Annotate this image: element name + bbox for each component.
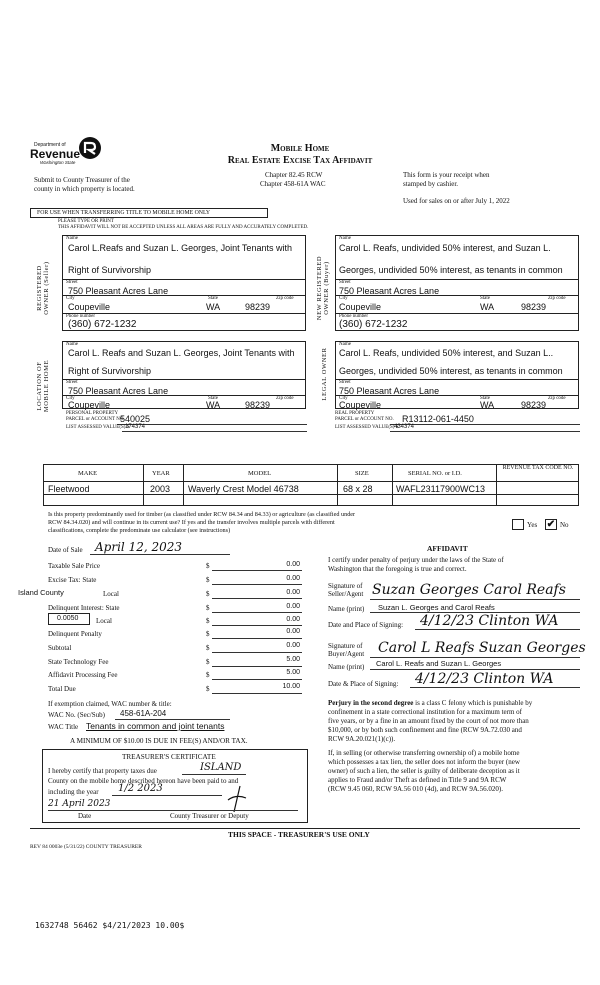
wac-title: Tenants in common and joint tenants [86, 721, 225, 731]
receipt-line-1: This form is your receipt when [403, 171, 490, 179]
buyer-print-name: Carol L. Reafs and Suzan L. Georges [376, 659, 502, 668]
seller-street: 750 Pleasant Acres Lane [68, 286, 169, 296]
location-state: WA [206, 400, 221, 410]
col-make: MAKE [78, 470, 98, 477]
row-year: 2003 [150, 484, 171, 494]
revenue-logo-icon [78, 136, 102, 160]
affidavit-fee-label: Affidavit Processing Fee [48, 671, 118, 679]
tech-fee-value: 5.00 [286, 656, 300, 663]
dept-label: Department of [34, 142, 66, 148]
location-street: 750 Pleasant Acres Lane [68, 386, 169, 396]
buyer-city: Coupeville [339, 302, 382, 312]
col-model: MODEL [248, 470, 272, 477]
excise-local-value: 0.00 [286, 589, 300, 596]
legal-owner-side-label: LEGAL OWNER [321, 347, 328, 401]
wac-title-label: WAC Title [48, 723, 79, 731]
legal-state: WA [480, 400, 495, 410]
delinquent-penalty-label: Delinquent Penalty [48, 630, 102, 638]
title-line-2: Real Estate Excise Tax Affidavit [227, 155, 373, 166]
legal-street: 750 Pleasant Acres Lane [339, 386, 440, 396]
treasurer-date: 21 April 2023 [48, 799, 111, 809]
affidavit-title: AFFIDAVIT [427, 544, 468, 553]
certify-line2: Washington that the foregoing is true and correct. [328, 565, 467, 573]
subtotal-label: Subtotal [48, 644, 72, 652]
row-size: 68 x 28 [343, 484, 373, 494]
seller-side-label: REGISTERED OWNER (Seller) [36, 261, 50, 315]
buyer-date-place: 4/12/23 Clinton WA [415, 671, 554, 687]
location-parcel: 540025 [120, 414, 151, 424]
transfer-banner: FOR USE WHEN TRANSFERRING TITLE TO MOBILE HOME ONLY [30, 208, 268, 218]
delinquent-interest-label: Delinquent Interest: State [48, 604, 120, 612]
location-name-line2: Right of Survivorship [68, 366, 152, 376]
treasurer-line1: I hereby certify that property taxes due [48, 767, 157, 775]
date-of-sale: April 12, 2023 [95, 540, 183, 554]
seller-date-place: 4/12/23 Clinton WA [420, 613, 559, 629]
seller-city: Coupeville [68, 302, 111, 312]
col-size: SIZE [355, 470, 369, 477]
treasurer-county: ISLAND [200, 762, 242, 773]
tech-fee-label: State Technology Fee [48, 658, 109, 666]
buyer-signature: Carol L Reafs Suzan Georges [378, 640, 586, 656]
seller-state: WA [206, 302, 221, 312]
exemption-label: If exemption claimed, WAC number & title: [48, 700, 172, 708]
title-line-1: Mobile Home [270, 143, 330, 154]
seller-zip: 98239 [245, 302, 271, 312]
date-of-sale-label: Date of Sale [48, 546, 83, 554]
row-make: Fleetwood [48, 484, 90, 494]
timber-q2: RCW 84.34.020) and will continue in its current use? If yes and the transfer involves multiple parcels with different [48, 519, 335, 526]
seller-name-line1: Carol L.Reafs and Suzan L. Georges, Joint Tenants with [68, 243, 292, 253]
delinquent-local-value: 0.00 [286, 616, 300, 623]
excise-state-value: 0.00 [286, 575, 300, 582]
treasurer-title: TREASURER'S CERTIFICATE [122, 753, 216, 761]
seller-print-name: Suzan L. Georges and Carol Reafs [378, 603, 495, 612]
location-side-label: LOCATION OF MOBILE HOME [36, 359, 50, 413]
certify-line1: I certify under penalty of perjury under the laws of the State of [328, 556, 504, 564]
location-assessed: 174374 [125, 424, 146, 430]
excise-state-label: Excise Tax: State [48, 576, 97, 584]
taxable-label: Taxable Sale Price [48, 562, 100, 570]
buyer-state: WA [480, 302, 495, 312]
type-note: PLEASE TYPE OR PRINT [58, 219, 114, 224]
buyer-phone: (360) 672-1232 [339, 319, 408, 330]
wac-no: 458-61A-204 [120, 709, 167, 718]
treasurer-sig-label: County Treasurer or Deputy [170, 812, 249, 820]
total-value: 10.00 [282, 683, 300, 690]
no-label: No [560, 521, 569, 529]
checkmark-icon: ✔ [546, 519, 556, 530]
chapter-rcw: Chapter 82.45 RCW [265, 171, 323, 179]
total-label: Total Due [48, 685, 76, 693]
buyer-name-line2: Georges, undivided 50% interest, as tenants in common [339, 265, 563, 275]
submit-line-1: Submit to County Treasurer of the [34, 176, 130, 184]
col-tax-code: REVENUE TAX CODE NO. [502, 465, 574, 471]
timber-q1: Is this property predominantly used for timber (as classified under RCW 84.34 and 84.33) or agriculture (as classified under [48, 511, 356, 518]
col-serial: SERIAL NO. or I.D. [408, 470, 462, 477]
yes-checkbox[interactable] [512, 519, 524, 530]
legal-zip: 98239 [521, 400, 547, 410]
buyer-zip: 98239 [521, 302, 547, 312]
delinquent-penalty-value: 0.00 [286, 628, 300, 635]
treasurer-line2: County on the mobile home described hereon have been paid to and [48, 777, 239, 785]
legal-city: Coupeville [339, 400, 382, 410]
treasurer-line3: including the year [48, 788, 99, 796]
page-title [200, 143, 400, 166]
local-rate: 0.0050 [57, 615, 79, 622]
receipt-line-2: stamped by cashier. [403, 180, 459, 188]
delinquent-state-value: 0.00 [286, 603, 300, 610]
seller-phone: (360) 672-1232 [68, 319, 137, 330]
no-checkbox[interactable] [545, 519, 557, 530]
row-model: Waverly Crest Model 46738 [188, 484, 299, 494]
location-zip: 98239 [245, 400, 271, 410]
perjury-notice: Perjury in the second degree is a class C felony which is punishable by [328, 699, 533, 707]
yes-label: Yes [527, 521, 538, 529]
seller-signature: Suzan Georges Carol Reafs [372, 582, 566, 598]
rev-code: REV 84 0003e (5/31/22) COUNTY TREASURER [30, 844, 142, 850]
treasurer-space-label: THIS SPACE - TREASURER'S USE ONLY [228, 830, 370, 839]
chapter-wac: Chapter 458-61A WAC [260, 180, 326, 188]
timber-q3: classifications, complete the predominate use calculator (see instructions) [48, 527, 231, 534]
revenue-logo [30, 136, 102, 172]
legal-name-line2: Georges, undivided 50% interest, as tenants in common [339, 366, 563, 376]
treasurer-date-label: Date [78, 812, 92, 820]
used-for-date: Used for sales on or after July 1, 2022 [403, 197, 510, 205]
minimum-due: A MINIMUM OF $10.00 IS DUE IN FEE(S) AND/OR TAX. [70, 737, 248, 745]
row-serial: WAFL23117900WC13 [396, 484, 486, 494]
revenue-wordmark: Revenue [30, 147, 81, 161]
seller-name-line2: Right of Survivorship [68, 265, 152, 275]
cashier-stamp: 1632748 56462 $4/21/2023 10.00$ [35, 921, 185, 930]
subtotal-value: 0.00 [286, 642, 300, 649]
legal-name-line1: Carol L. Reafs, undivided 50% interest, and Suzan L.. [339, 348, 554, 358]
legal-assessed: 434374 [394, 424, 415, 430]
submit-line-2: county in which property is located. [34, 185, 135, 193]
county-name: Island County [18, 588, 64, 597]
buyer-name-line1: Carol L. Reafs, undivided 50% interest, and Suzan L. [339, 243, 551, 253]
buyer-street: 750 Pleasant Acres Lane [339, 286, 440, 296]
state-label: Washington State [40, 160, 76, 165]
location-name-line1: Carol L. Reafs and Suzan L. Georges, Joint Tenants with [68, 348, 295, 358]
taxable-value: 0.00 [286, 561, 300, 568]
completion-warning: THIS AFFIDAVIT WILL NOT BE ACCEPTED UNLESS ALL AREAS ARE FULLY AND ACCURATELY COMPLETED. [58, 225, 309, 230]
treasurer-year: 1/2 2023 [118, 783, 163, 794]
legal-parcel: R13112-061-4450 [402, 414, 474, 424]
wac-no-label: WAC No. (Sec/Sub) [48, 711, 105, 719]
affidavit-fee-value: 5.00 [286, 669, 300, 676]
col-year: YEAR [152, 470, 170, 477]
buyer-side-label: NEW REGISTERED OWNER (Buyer) [316, 255, 330, 321]
location-city: Coupeville [68, 400, 111, 410]
lien-notice: If, in selling (or otherwise transferring ownership of) a mobile home [328, 749, 520, 757]
mobile-home-table [43, 464, 579, 506]
excise-local-label: Local [103, 590, 119, 598]
